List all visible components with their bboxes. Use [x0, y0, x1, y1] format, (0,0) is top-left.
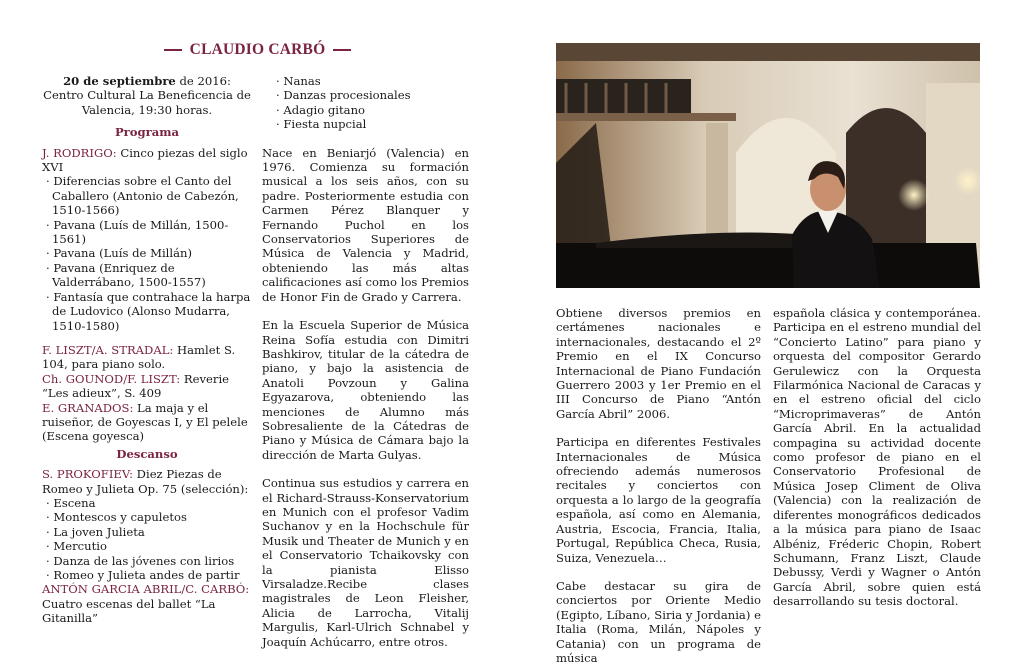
work-liszt: Hamlet S. 104, para piano solo. — [42, 342, 236, 372]
gounod-entry — [42, 372, 252, 401]
date-rest: de 2016: Centro Cultural La Beneficencia de Valencia, 19:30 horas. — [43, 74, 251, 117]
prokofiev-entry — [42, 467, 252, 496]
bio-paragraph-6: Cabe destacar su gira de conciertos por Oriente Medio (Egipto, Líbano, Siria y Jordania) e Italia (Roma, Milán, Nápoles y Catania) con un programa de música — [556, 578, 761, 665]
granados-entry — [42, 401, 252, 444]
page-title: CLAUDIO CARBÓ — [189, 40, 326, 58]
bio-column-2 — [556, 306, 761, 665]
work-gounod: Reverie “Les adieux”, S. 409 — [42, 371, 230, 401]
composer-liszt: F. LISZT/A. STRADAL: — [42, 342, 174, 357]
composer-rodrigo: J. RODRIGO: — [42, 145, 117, 160]
list-item: · Fantasía que contrahace la harpa de Ludovico (Alonso Mudarra, 1510-1580) — [46, 289, 251, 333]
liszt-entry — [42, 343, 252, 372]
bio-column-1 — [262, 74, 469, 649]
date-bold: 20 de septiembre — [63, 74, 176, 88]
descanso-heading: Descanso — [116, 446, 178, 461]
composer-garcia-abril: ANTÓN GARCIA ABRIL/C. CARBÓ: — [42, 582, 250, 597]
list-item: · Mercutio — [46, 539, 107, 554]
list-item: · Romeo y Julieta andes de partir — [46, 568, 240, 582]
program-column — [42, 74, 252, 626]
section-title — [160, 40, 355, 60]
list-item: · Danzas procesionales — [276, 88, 411, 103]
list-item: · Pavana (Luís de Millán) — [46, 246, 192, 261]
concert-date — [42, 74, 252, 117]
list-item: · Escena — [46, 495, 96, 510]
list-item: · La joven Julieta — [46, 524, 145, 539]
list-item: · Fiesta nupcial — [276, 117, 367, 132]
composer-gounod: Ch. GOUNOD/F. LISZT: — [42, 371, 181, 386]
rodrigo-items — [42, 174, 252, 332]
work-rodrigo: Cinco piezas del siglo XVI — [42, 145, 248, 175]
bio-column-3 — [773, 306, 981, 609]
composer-prokofiev: S. PROKOFIEV: — [42, 467, 133, 482]
rodrigo-entry — [42, 146, 252, 175]
list-item: · Danza de las jóvenes con lirios — [46, 553, 235, 568]
list-item: · Montescos y capuletos — [46, 510, 187, 525]
composer-granados: E. GRANADOS: — [42, 400, 134, 415]
work-granados: La maja y el ruiseñor, de Goyescas I, y El pelele (Escena goyesca) — [42, 400, 248, 444]
list-item: · Nanas — [276, 74, 321, 88]
bio-paragraph-2: En la Escuela Superior de Música Reina Sofía estudia con Dimitri Bashkirov, titular de la cátedra de piano, y bajo la asistencia de Anatoli Povzoun y Galina Egyazarova, obteniendo las menciones de Alumno más Sobresaliente de la Cátedras de Piano y Música de Cámara bajo la dirección de Marta Gulyas. — [262, 318, 469, 462]
title-dash-left — [164, 49, 182, 51]
bio-paragraph-1: Nace en Beniarjó (Valencia) en 1976. Comienza su formación musical a los seis años, con su padre. Posteriormente estudia con Carmen Pérez Blanquer y Fernando Puchol en los Conservatorios Superiores de Música de Valencia y Madrid, obteniendo las más altas calificaciones así como los Premios de Honor Fin de Grado y Carrera. — [262, 145, 469, 304]
bio-paragraph-7: española clásica y contemporánea. Participa en el estreno mundial del “Concierto Latino” para piano y orquesta del compositor Gerardo Gerulewicz con la Orquesta Filarmónica Nacional de Caracas y en el estreno oficial del ciclo “Microprimaveras” de Antón García Abril. En la actualidad compagina su actividad docente como profesor de piano en el Conservatorio Profesional de Música Josep Climent de Oliva (Valencia) con la realización de diferentes monográficos dedicados a la música para piano de Isaac Albéniz, Fréderic Chopin, Robert Schumann, Franz Liszt, Claude Debussy, Verdi y Wagner o Antón García Abril, sobre quien está desarrollando su tesis doctoral. — [773, 306, 981, 609]
programa-heading: Programa — [114, 125, 180, 140]
bio-paragraph-3: Continua sus estudios y carrera en el Richard-Strauss-Konservatorium en Munich con el profesor Vadim Suchanov y en la Hochschule für Musik und Theater de Munich y en el Conservatorio Tchaikovsky con la pianista Elisso Virsaladze.Recibe clases magistrales de Leon Fleisher, Alicia de Larrocha, Vitalij Margulis, Karl-Ulrich Schnabel y Joaquín Achúcarro, entre otros. — [262, 476, 469, 649]
bio-paragraph-5: Participa en diferentes Festivales Internacionales de Música ofreciendo además numerosos recitales y conciertos con orquesta a lo largo de la geografía española, así como en Alemania, Austria, Escocia, Francia, Italia, Portugal, República Checa, Rusia, Suiza, Venezuela… — [556, 435, 761, 565]
pianist-photo — [556, 43, 980, 288]
list-item: · Pavana (Luís de Millán, 1500-1561) — [46, 217, 229, 247]
list-item: · Diferencias sobre el Canto del Caballero (Antonio de Cabezón, 1510-1566) — [46, 174, 239, 218]
work-prokofiev: Diez Piezas de Romeo y Julieta Op. 75 (selección): — [42, 467, 249, 496]
list-item: · Pavana (Enriquez de Valderrábano, 1500-1557) — [46, 260, 206, 290]
title-dash-right — [333, 49, 351, 51]
bio-paragraph-4: Obtiene diversos premios en certámenes nacionales e internacionales, destacando el 2º Premio en el IX Concurso Internacional de Piano Fundación Guerrero 2003 y 1er Premio en el III Concurso de Piano “Antón García Abril” 2006. — [556, 306, 761, 421]
list-item: · Adagio gitano — [276, 102, 366, 117]
work-garcia-abril: Cuatro escenas del ballet “La Gitanilla” — [42, 596, 216, 626]
garcia-items — [262, 74, 469, 132]
prokofiev-items — [42, 496, 252, 582]
